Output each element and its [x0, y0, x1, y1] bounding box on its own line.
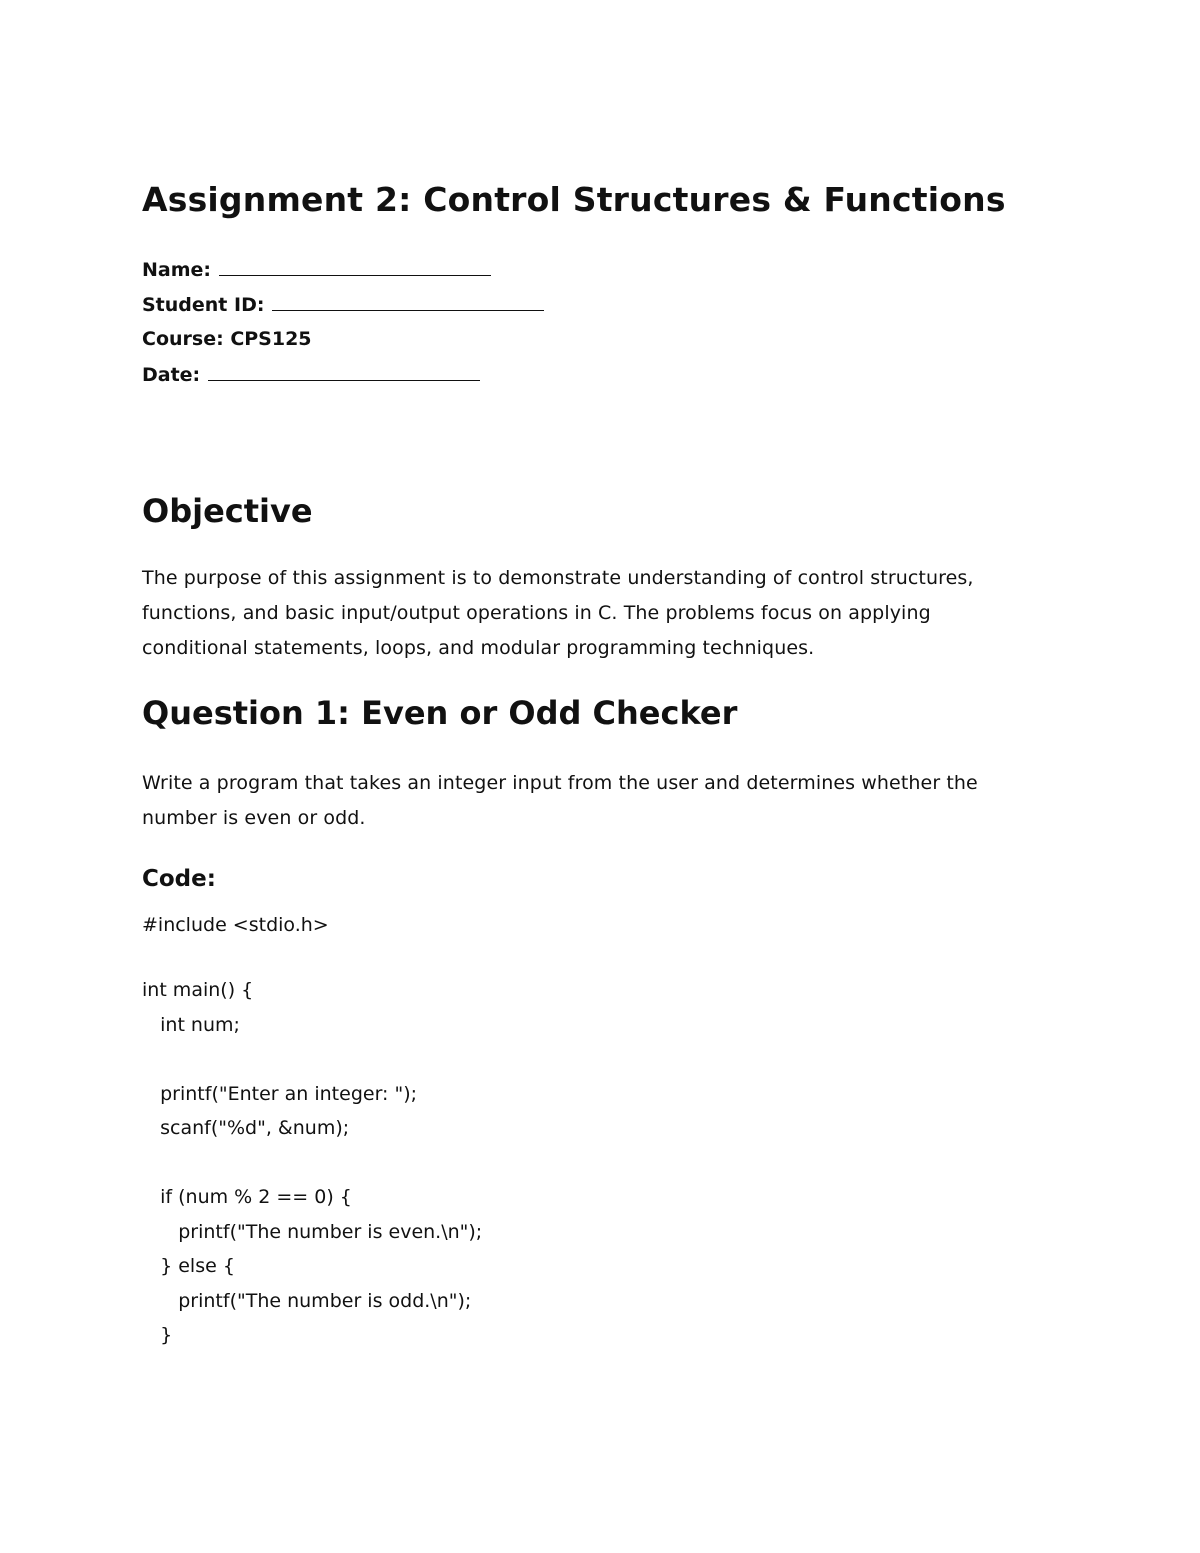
question1-paragraph: [142, 766, 1042, 836]
objective-paragraph: [142, 561, 1042, 666]
date-blank-line: [208, 362, 480, 381]
question1-heading: Question 1: Even or Odd Checker: [142, 694, 738, 732]
question1-line: number is even or odd.: [142, 807, 366, 829]
name-blank-line: [219, 257, 491, 276]
name-label: Name:: [142, 259, 212, 281]
code-line: printf("The number is even.\n");: [142, 1221, 483, 1243]
objective-line: The purpose of this assignment is to demonstrate understanding of control structures,: [142, 567, 974, 589]
date-field: [142, 362, 480, 387]
course-label: Course:: [142, 328, 224, 350]
objective-line: functions, and basic input/output operations in C. The problems focus on applying: [142, 602, 931, 624]
student-id-field: [142, 292, 544, 317]
code-line: int main() {: [142, 979, 254, 1001]
code-line: } else {: [142, 1255, 235, 1277]
code-line: scanf("%d", &num);: [142, 1117, 350, 1139]
date-label: Date:: [142, 364, 201, 386]
code-line: printf("Enter an integer: ");: [142, 1083, 418, 1105]
code-line: if (num % 2 == 0) {: [142, 1186, 352, 1208]
student-id-blank-line: [272, 292, 544, 311]
code-line: printf("The number is odd.\n");: [142, 1290, 472, 1312]
course-field: [142, 327, 312, 351]
question1-line: Write a program that takes an integer input from the user and determines whether the: [142, 772, 978, 794]
course-value: CPS125: [230, 328, 312, 350]
student-id-label: Student ID:: [142, 294, 265, 316]
code-label: Code:: [142, 866, 216, 892]
name-field: [142, 257, 491, 282]
objective-line: conditional statements, loops, and modular programming techniques.: [142, 637, 815, 659]
page-title: Assignment 2: Control Structures & Functions: [142, 180, 1006, 219]
code-line: #include <stdio.h>: [142, 914, 329, 936]
code-line: }: [142, 1324, 173, 1346]
code-line: int num;: [142, 1014, 240, 1036]
objective-heading: Objective: [142, 492, 313, 530]
